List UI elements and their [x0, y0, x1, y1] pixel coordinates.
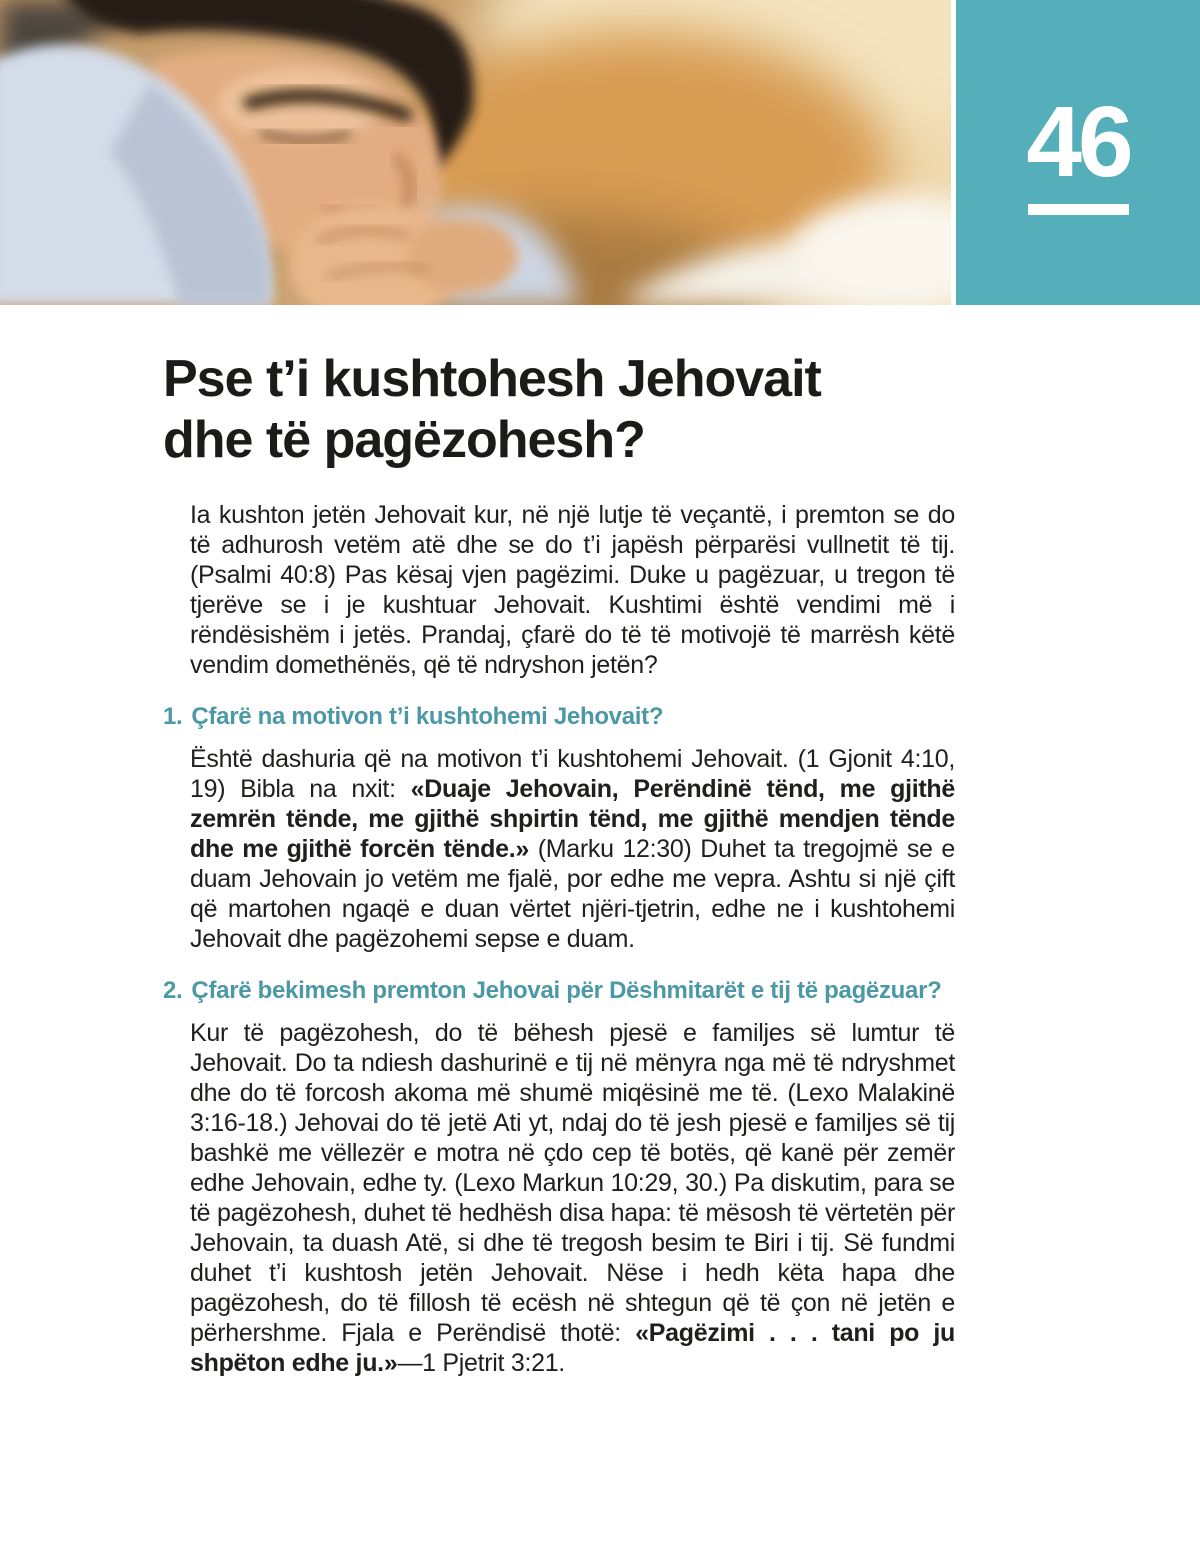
question-block-1 — [163, 702, 955, 954]
lesson-number-underline — [1028, 204, 1129, 215]
intro-paragraph: Ia kushton jetën Jehovait kur, në një lutje të veçantë, i premton se do të adhurosh vetëm atë dhe se do t’i japësh përparësi vullnetit të tij. (Psalmi 40:8) Pas kësaj vjen pagëzimi. Duke u pagëzuar, u tregon të tjerëve se i je kushtuar Jehovait. Kushtimi është vendimi më i rëndësishëm i jetës. Prandaj, çfarë do të të motivojë të marrësh këtë vendim domethënës, që të ndryshon jetën? — [190, 501, 955, 679]
answer-paragraph-2: Kur të pagëzohesh, do të bëhesh pjesë e familjes së lumtur të Jehovait. Do ta ndiesh dashurinë e tij në mënyra nga më të ndryshmet dhe do të forcosh akoma më shumë miqësinë me të. (Lexo Malakinë 3:16-18.) Jehovai do të jetë Ati yt, ndaj do të jesh pjesë e familjes së tij bashkë me vëllezër e motra në çdo cep të botës, që kanë për zemër edhe Jehovain, edhe ty. (Lexo Markun 10:29, 30.) Pa diskutim, para se të pagëzohesh, duhet të hedhësh disa hapa: të mësosh të vërtetën për Jehovain, ta duash Atë, si dhe të tregosh besim te Biri i tij. Së fundmi duhet t’i kushtosh jetën Jehovait. Nëse i hedh këta hapa dhe pagëzohesh, do të fillosh të ecësh në shtegun që të çon në jetën e përhershme. Fjala e Perëndisë thotë: «Pagëzimi . . . tani po ju shpëton edhe ju.»—1 Pjetrit 3:21. — [190, 1019, 956, 1377]
question-2-number: 2. — [163, 977, 183, 1004]
answer-paragraph-1: Është dashuria që na motivon t’i kushtohemi Jehovait. (1 Gjonit 4:10, 19) Bibla na nxit: «Duaje Jehovain, Perëndinë tënd, me gjithë zemrën tënde, me gjithë shpirtin tënd, me gjithë mendjen tënde dhe me gjithë forcën tënde.» (Marku 12:30) Duhet ta tregojmë se e duam Jehovain jo vetëm me fjalë, por edhe me vepra. Ashtu si një çift që martohen ngaqë e duan vërtet njëri-tjetrin, edhe ne i kushtohemi Jehovait dhe pagëzohemi sepse e duam. — [190, 745, 955, 953]
question-1-number: 1. — [163, 703, 183, 730]
question-2-text: Çfarë bekimesh premton Jehovai për Dëshmitarët e tij të pagëzuar? — [191, 977, 942, 1004]
prayer-photo — [0, 0, 951, 305]
question-1-heading — [163, 702, 955, 732]
lesson-title-line-2: dhe të pagëzohesh? — [163, 411, 645, 469]
question-2-heading — [163, 976, 955, 1006]
lesson-title-line-1: Pse t’i kushtohesh Jehovait — [163, 350, 821, 408]
lesson-number: 46 — [1026, 86, 1130, 198]
lesson-content — [163, 305, 955, 1378]
lesson-title — [163, 349, 955, 471]
lesson-number-badge — [956, 0, 1200, 305]
question-1-text: Çfarë na motivon t’i kushtohemi Jehovait? — [191, 703, 664, 730]
hero-header — [0, 0, 1200, 305]
question-block-2 — [163, 976, 955, 1378]
